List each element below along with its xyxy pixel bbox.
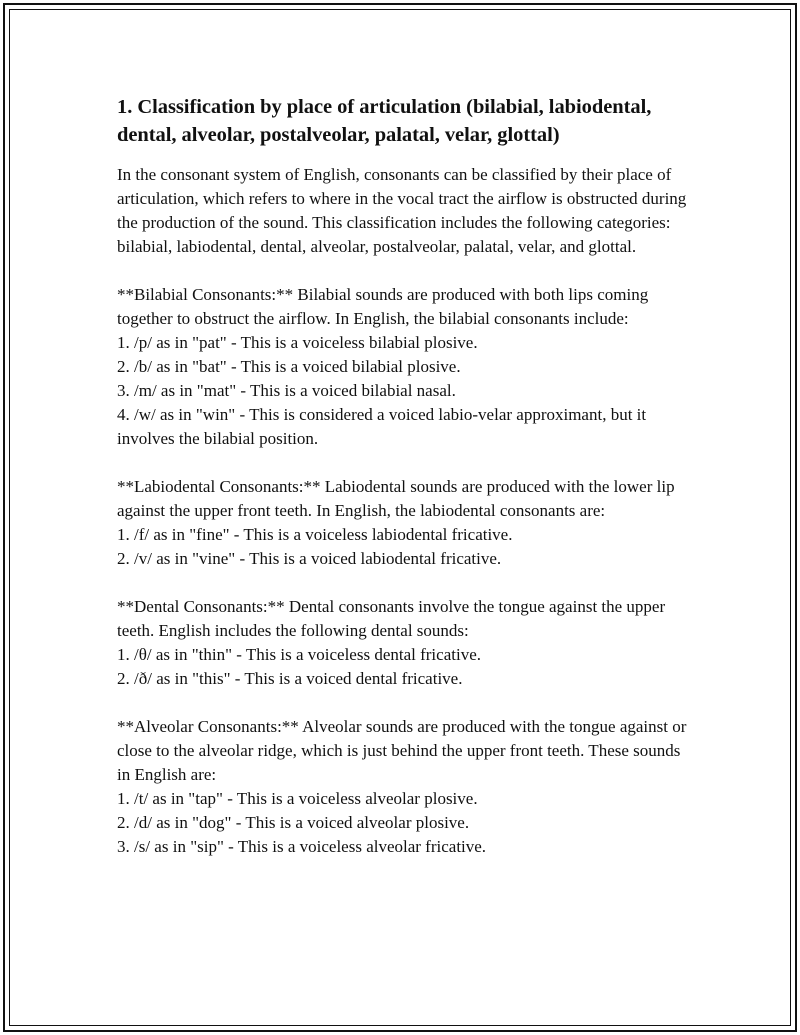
alveolar-section	[117, 715, 687, 859]
list-item: 2. /ð/ as in "this" - This is a voiced dental fricative.	[117, 669, 463, 688]
list-item: 2. /v/ as in "vine" - This is a voiced labiodental fricative.	[117, 549, 502, 568]
list-item: 2. /d/ as in "dog" - This is a voiced alveolar plosive.	[117, 813, 470, 832]
alveolar-lead: **Alveolar Consonants:** Alveolar sounds are produced with the tongue against or close to the alveolar ridge, which is just behind the upper front teeth. These sounds in English are:	[117, 717, 687, 784]
list-item: 3. /m/ as in "mat" - This is a voiced bilabial nasal.	[117, 381, 456, 400]
dental-lead: **Dental Consonants:** Dental consonants involve the tongue against the upper teeth. English includes the following dental sounds:	[117, 597, 666, 640]
dental-section	[117, 595, 687, 691]
bilabial-section	[117, 283, 687, 451]
intro-paragraph: In the consonant system of English, consonants can be classified by their place of articulation, which refers to where in the vocal tract the airflow is obstructed during the production of the sound. This classification includes the following categories: bilabial, labiodental, dental, alveolar, postalveolar, palatal, velar, and glottal.	[117, 165, 687, 256]
list-item: 1. /t/ as in "tap" - This is a voiceless alveolar plosive.	[117, 789, 478, 808]
labiodental-lead: **Labiodental Consonants:** Labiodental sounds are produced with the lower lip against the upper front teeth. In English, the labiodental consonants are:	[117, 477, 675, 520]
list-item: 1. /p/ as in "pat" - This is a voiceless bilabial plosive.	[117, 333, 478, 352]
section-heading: 1. Classification by place of articulation (bilabial, labiodental, dental, alveolar, postalveolar, palatal, velar, glottal)	[117, 96, 652, 146]
list-item: 1. /f/ as in "fine" - This is a voiceless labiodental fricative.	[117, 525, 513, 544]
bilabial-lead: **Bilabial Consonants:** Bilabial sounds are produced with both lips coming together to obstruct the airflow. In English, the bilabial consonants include:	[117, 285, 649, 328]
list-item: 4. /w/ as in "win" - This is considered a voiced labio-velar approximant, but it involves the bilabial position.	[117, 405, 647, 448]
list-item: 3. /s/ as in "sip" - This is a voiceless alveolar fricative.	[117, 837, 487, 856]
list-item: 1. /θ/ as in "thin" - This is a voiceless dental fricative.	[117, 645, 481, 664]
labiodental-section	[117, 475, 687, 571]
document-body	[117, 93, 687, 859]
list-item: 2. /b/ as in "bat" - This is a voiced bilabial plosive.	[117, 357, 461, 376]
